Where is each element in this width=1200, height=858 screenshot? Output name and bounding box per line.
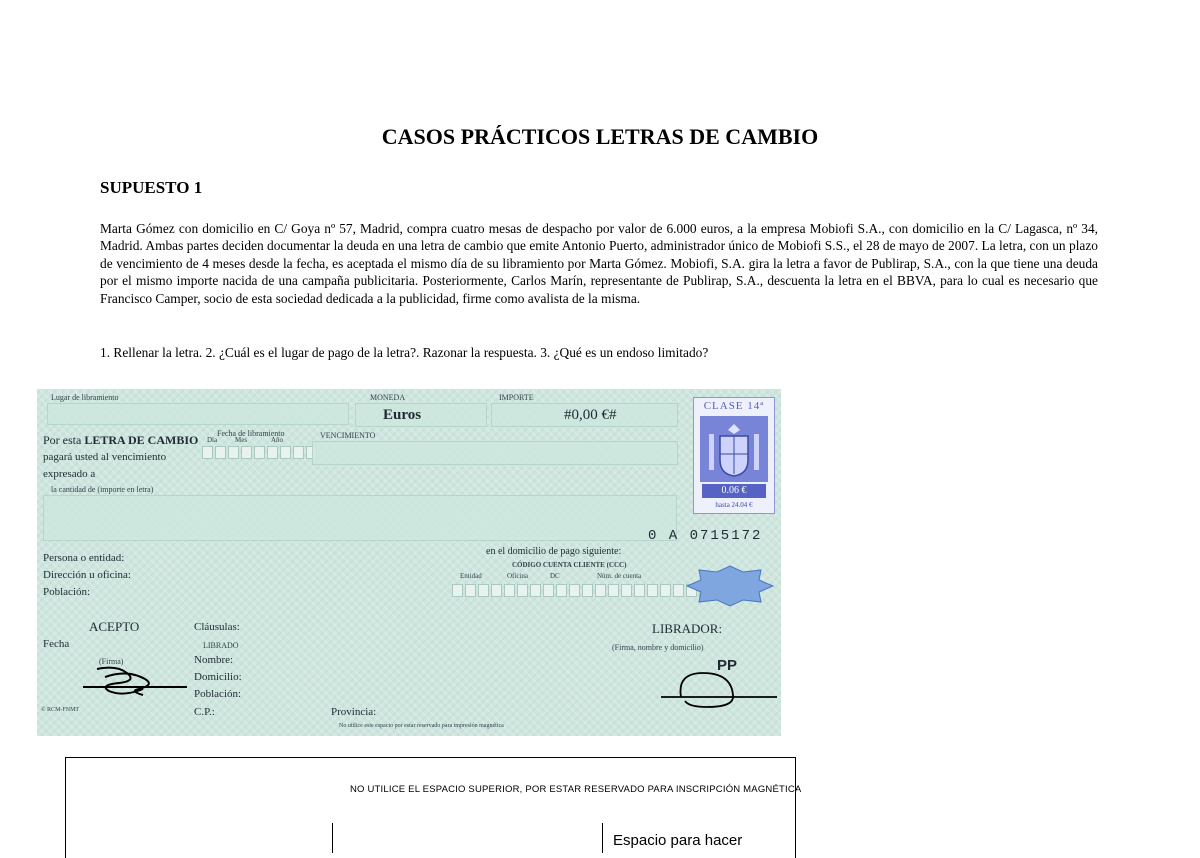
domicilio-label: Domicilio:	[194, 671, 242, 683]
dia-label: Día	[207, 436, 218, 444]
ano-label: Año	[271, 436, 284, 444]
drawer-signature	[657, 667, 781, 716]
clausulas-label: Cláusulas:	[194, 621, 240, 633]
direccion-label: Dirección u oficina:	[43, 569, 131, 581]
nombre-label: Nombre:	[194, 654, 234, 666]
intro-line-2: pagará usted al vencimiento	[43, 451, 167, 463]
oficina-label: Oficina	[507, 572, 528, 580]
seal-icon	[685, 564, 775, 613]
domicilio-pago-label: en el domicilio de pago siguiente:	[486, 546, 622, 557]
bill-of-exchange	[37, 389, 781, 736]
entidad-label: Entidad	[460, 572, 482, 580]
lugar-libramiento-label: Lugar de libramiento	[51, 393, 119, 402]
intro-line-3: expresado a	[43, 468, 96, 480]
fecha-libramiento-label: Fecha de libramiento	[217, 429, 285, 438]
persona-label: Persona o entidad:	[43, 552, 125, 564]
lugar-libramiento-field[interactable]	[47, 403, 349, 425]
ccc-boxes[interactable]	[452, 584, 710, 597]
coat-of-arms-icon	[700, 416, 768, 482]
magnetic-note: No utilice este espacio por estar reservado para impresión magnética	[339, 723, 504, 729]
librado-label: LIBRADO	[203, 641, 239, 650]
intro-line-1	[43, 433, 198, 448]
librador-sub-label: (Firma, nombre y domicilio)	[612, 643, 704, 652]
serial-number: 0 A 0715172	[648, 528, 763, 544]
mes-label: Mes	[235, 436, 248, 444]
moneda-value: Euros	[383, 407, 422, 423]
stamp-title: CLASE 14ª	[703, 400, 765, 412]
librador-label: LIBRADOR:	[652, 621, 723, 636]
cantidad-label: la cantidad de (importe en letra)	[51, 485, 154, 494]
section-heading: SUPUESTO 1	[100, 178, 203, 197]
num-cuenta-label: Núm. de cuenta	[597, 572, 642, 580]
importe-value: #0,00 €#	[564, 407, 617, 423]
fecha-label: Fecha	[43, 638, 70, 650]
importe-label: IMPORTE	[499, 393, 534, 402]
fecha-libramiento-boxes[interactable]	[202, 446, 317, 459]
letra-cambio-label: LETRA DE CAMBIO	[84, 433, 199, 447]
questions-text: 1. Rellenar la letra. 2. ¿Cuál es el lugar de pago de la letra?. Razonar la respuesta. 3. ¿Qué es un endoso limitado?	[100, 345, 709, 360]
poblacion2-label: Población:	[194, 688, 242, 700]
tax-stamp	[693, 397, 775, 514]
dc-label: DC	[550, 572, 560, 580]
acepto-label: ACEPTO	[89, 619, 140, 634]
form-magnetic-note: NO UTILICE EL ESPACIO SUPERIOR, POR ESTAR RESERVADO PARA INSCRIPCIÓN MAGNÉTICA	[350, 784, 802, 795]
provincia-label: Provincia:	[331, 706, 377, 718]
cantidad-field[interactable]	[43, 495, 677, 541]
stamp-price: 0.06 €	[702, 484, 766, 498]
firma-label: (Firma)	[99, 657, 124, 666]
form-space-label: Espacio para hacer	[613, 832, 743, 849]
cp-label: C.P.:	[194, 706, 215, 718]
vencimiento-label: VENCIMIENTO	[320, 431, 376, 440]
poblacion-label: Población:	[43, 586, 91, 598]
printer-mark: © RCM-FNMT	[41, 707, 80, 713]
vencimiento-field[interactable]	[312, 441, 678, 465]
stamp-max: hasta 24.04 €	[715, 501, 753, 509]
page-title: CASOS PRÁCTICOS LETRAS DE CAMBIO	[381, 124, 819, 149]
acceptance-signature	[77, 663, 197, 702]
case-paragraph: Marta Gómez con domicilio en C/ Goya nº 57, Madrid, compra cuatro mesas de despacho por valor de 6.000 euros, a la empresa Mobiofi S.A., con domicilio en la C/ Lagasca, nº 34, Madrid. Ambas partes deciden documentar la deuda en una letra de cambio que emite Antonio Puerto, administrador único de Mobiofi S.S., el 28 de mayo de 2007. La letra, con un plazo de vencimiento de 4 meses desde la fecha, es aceptada el mismo día de su libramiento por Marta Gómez. Mobiofi, S.A. gira la letra a favor de Publirap, S.A., con la que tiene una deuda por el mismo importe nacida de una campaña publicitaria. Posteriormente, Carlos Marín, representante de Publirap, S.A., descuenta la letra en el BBVA, para lo cual es necesario que Francisco Camper, socio de esta sociedad dedicada a la publicidad, firme como avalista de la misma.	[100, 221, 1098, 306]
librador-initials: PP	[717, 657, 738, 674]
moneda-label: MONEDA	[370, 393, 406, 402]
intro-text: Por esta	[43, 433, 82, 447]
ccc-label: CÓDIGO CUENTA CLIENTE (CCC)	[512, 561, 627, 569]
